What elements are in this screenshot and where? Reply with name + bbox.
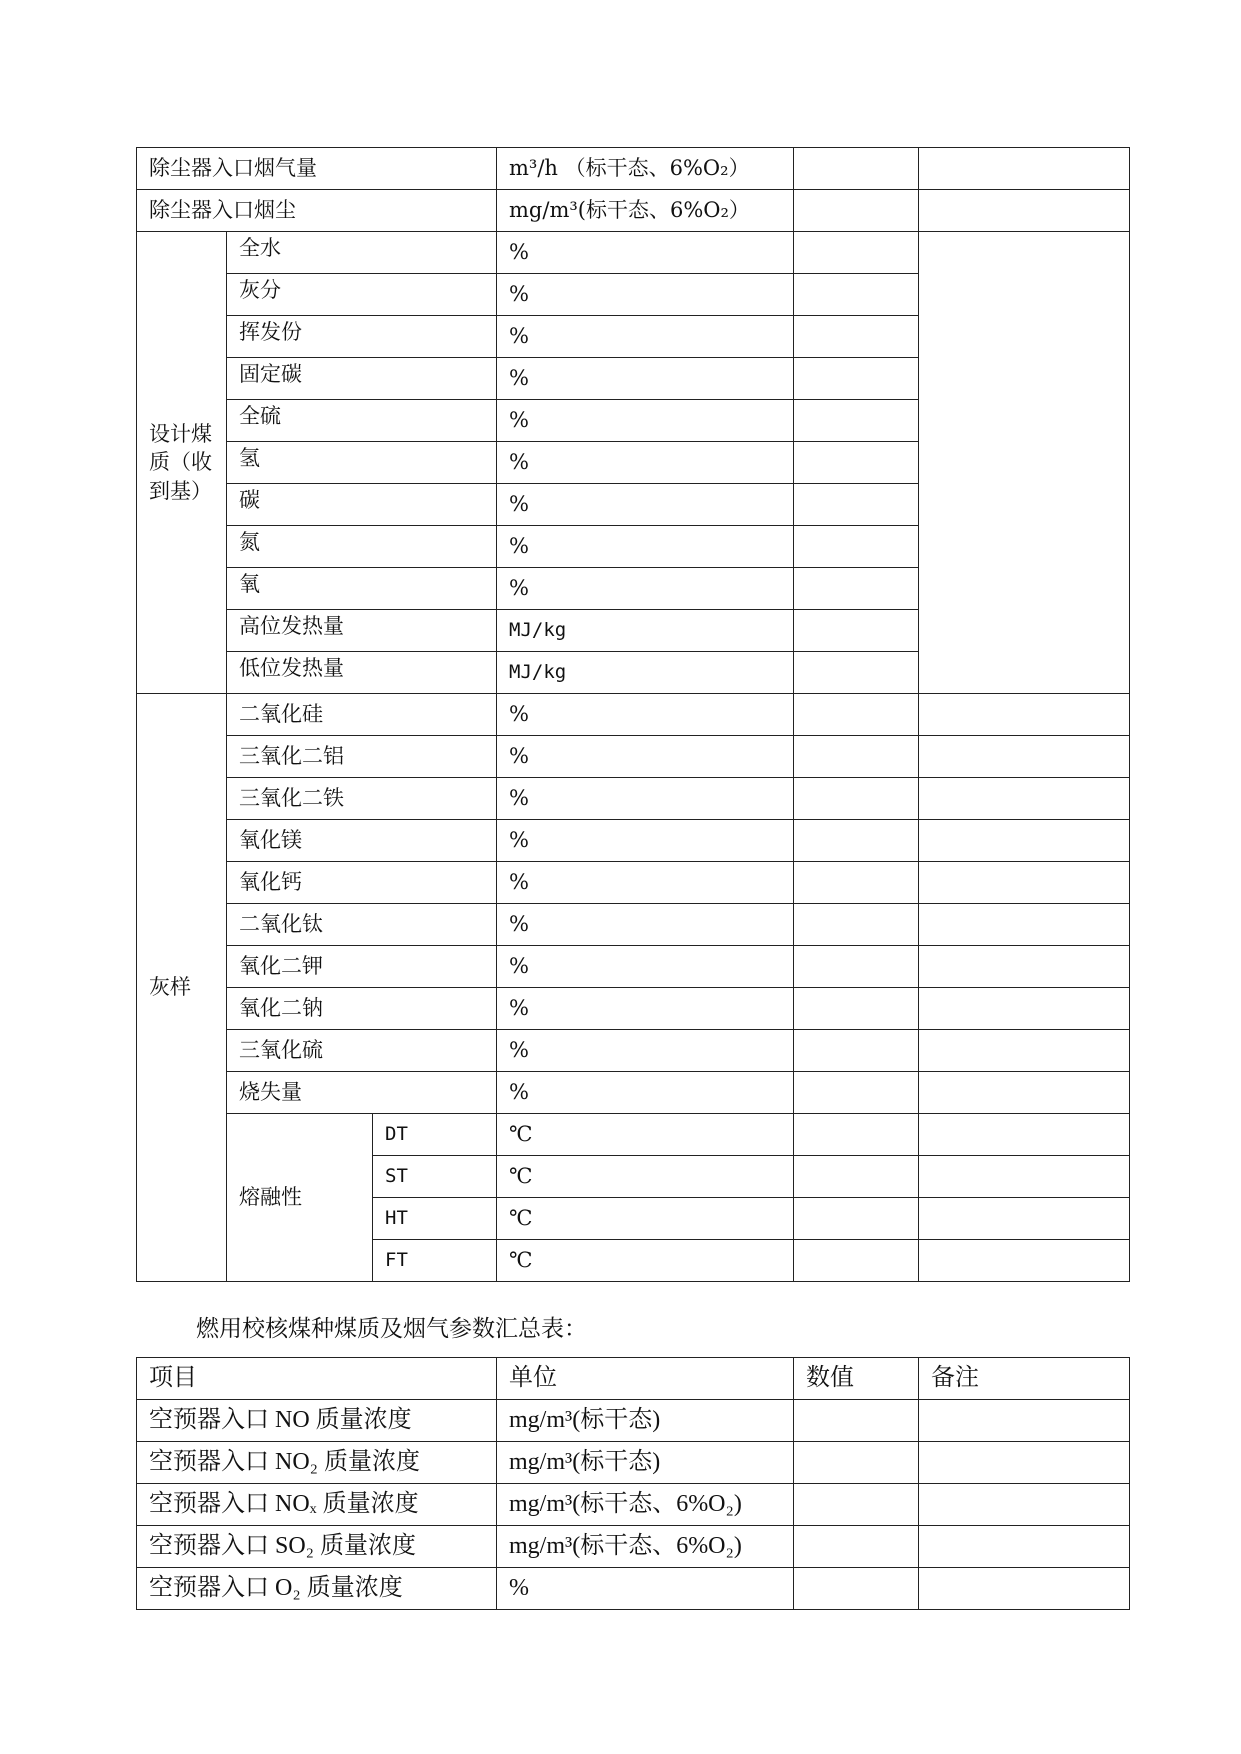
value-cell xyxy=(794,778,919,820)
value-cell xyxy=(794,148,919,190)
unit-cell: % xyxy=(497,568,794,610)
value-cell xyxy=(794,652,919,694)
group-label-ash: 灰样 xyxy=(137,694,227,1282)
unit-cell: m³/h （标干态、6%O₂） xyxy=(497,148,794,190)
table-header-row xyxy=(137,1358,1130,1400)
value-cell xyxy=(794,1030,919,1072)
unit-cell: % xyxy=(497,1030,794,1072)
remark-cell xyxy=(919,862,1130,904)
unit-cell: mg/m³(标干态) xyxy=(497,1442,794,1484)
item-cell: 二氧化钛 xyxy=(227,904,497,946)
remark-cell xyxy=(919,778,1130,820)
value-cell xyxy=(794,736,919,778)
unit-cell: mg/m³(标干态、6%O₂) xyxy=(497,1484,794,1526)
table-row xyxy=(137,736,1130,778)
value-cell xyxy=(794,274,919,316)
remark-cell xyxy=(919,820,1130,862)
value-cell xyxy=(794,1114,919,1156)
value-cell xyxy=(794,1442,919,1484)
value-cell xyxy=(794,1526,919,1568)
item-cell: 除尘器入口烟尘 xyxy=(137,190,497,232)
remark-cell xyxy=(919,946,1130,988)
unit-cell: mg/m³(标干态、6%O₂） xyxy=(497,190,794,232)
remark-cell xyxy=(919,1072,1130,1114)
unit-cell: % xyxy=(497,694,794,736)
item-cell: 烧失量 xyxy=(227,1072,497,1114)
item-cell: FT xyxy=(373,1240,497,1282)
unit-cell: ℃ xyxy=(497,1198,794,1240)
table-row xyxy=(137,1568,1130,1610)
unit-cell: % xyxy=(497,232,794,274)
group-label-design-coal: 设计煤质（收到基） xyxy=(137,232,227,694)
remark-cell xyxy=(919,1156,1130,1198)
value-cell xyxy=(794,904,919,946)
item-cell: 氧化二钾 xyxy=(227,946,497,988)
item-cell: 氮 xyxy=(227,526,497,568)
remark-cell xyxy=(919,190,1130,232)
table-row xyxy=(137,946,1130,988)
table-row xyxy=(137,778,1130,820)
item-cell: 高位发热量 xyxy=(227,610,497,652)
remark-cell xyxy=(919,694,1130,736)
table-row xyxy=(137,862,1130,904)
unit-cell: % xyxy=(497,484,794,526)
flue-gas-summary-table xyxy=(136,1357,1130,1610)
remark-cell xyxy=(919,1442,1130,1484)
item-cell: 碳 xyxy=(227,484,497,526)
value-cell xyxy=(794,190,919,232)
table-row xyxy=(137,1114,1130,1156)
table-row xyxy=(137,148,1130,190)
remark-cell xyxy=(919,1568,1130,1610)
item-cell: 氧化二钠 xyxy=(227,988,497,1030)
value-cell xyxy=(794,1156,919,1198)
value-cell xyxy=(794,820,919,862)
item-cell: 低位发热量 xyxy=(227,652,497,694)
value-cell xyxy=(794,862,919,904)
item-cell: 三氧化硫 xyxy=(227,1030,497,1072)
item-cell: 挥发份 xyxy=(227,316,497,358)
unit-cell: ℃ xyxy=(497,1240,794,1282)
header-unit: 单位 xyxy=(497,1358,794,1400)
header-value: 数值 xyxy=(794,1358,919,1400)
unit-cell: % xyxy=(497,862,794,904)
table-row xyxy=(137,1400,1130,1442)
header-remark: 备注 xyxy=(919,1358,1130,1400)
remark-cell xyxy=(919,904,1130,946)
value-cell xyxy=(794,358,919,400)
unit-cell: % xyxy=(497,1072,794,1114)
item-cell: DT xyxy=(373,1114,497,1156)
unit-cell: ℃ xyxy=(497,1156,794,1198)
item-cell: 空预器入口 O₂ 质量浓度 xyxy=(137,1568,497,1610)
value-cell xyxy=(794,442,919,484)
value-cell xyxy=(794,1484,919,1526)
table-row xyxy=(137,820,1130,862)
table-row xyxy=(137,694,1130,736)
item-cell: 空预器入口 SO₂ 质量浓度 xyxy=(137,1526,497,1568)
value-cell xyxy=(794,526,919,568)
remark-cell xyxy=(919,736,1130,778)
group-label-fusion: 熔融性 xyxy=(227,1114,373,1282)
item-cell: 除尘器入口烟气量 xyxy=(137,148,497,190)
item-cell: 三氧化二铝 xyxy=(227,736,497,778)
item-cell: ST xyxy=(373,1156,497,1198)
header-item: 项目 xyxy=(137,1358,497,1400)
value-cell xyxy=(794,610,919,652)
unit-cell: % xyxy=(497,526,794,568)
value-cell xyxy=(794,988,919,1030)
value-cell xyxy=(794,1400,919,1442)
unit-cell: % xyxy=(497,358,794,400)
item-cell: 氧化钙 xyxy=(227,862,497,904)
item-cell: 空预器入口 NO₂ 质量浓度 xyxy=(137,1442,497,1484)
table-row xyxy=(137,988,1130,1030)
table-row xyxy=(137,190,1130,232)
table-row xyxy=(137,1526,1130,1568)
unit-cell: % xyxy=(497,904,794,946)
value-cell xyxy=(794,1240,919,1282)
table-row xyxy=(137,1442,1130,1484)
unit-cell: % xyxy=(497,736,794,778)
value-cell xyxy=(794,694,919,736)
unit-cell: % xyxy=(497,442,794,484)
unit-cell: % xyxy=(497,988,794,1030)
remark-cell xyxy=(919,1114,1130,1156)
remark-cell xyxy=(919,1030,1130,1072)
remark-cell xyxy=(919,148,1130,190)
remark-cell xyxy=(919,1526,1130,1568)
value-cell xyxy=(794,316,919,358)
unit-cell: mg/m³(标干态) xyxy=(497,1400,794,1442)
table-row xyxy=(137,1030,1130,1072)
remark-cell xyxy=(919,1484,1130,1526)
unit-cell: % xyxy=(497,946,794,988)
item-cell: HT xyxy=(373,1198,497,1240)
table-row xyxy=(137,1484,1130,1526)
value-cell xyxy=(794,484,919,526)
item-cell: 三氧化二铁 xyxy=(227,778,497,820)
table-row xyxy=(137,1072,1130,1114)
item-cell: 全水 xyxy=(227,232,497,274)
remark-cell xyxy=(919,1240,1130,1282)
unit-cell: % xyxy=(497,1568,794,1610)
table-caption: 燃用校核煤种煤质及烟气参数汇总表： xyxy=(196,1316,587,1342)
unit-cell: % xyxy=(497,274,794,316)
unit-cell: % xyxy=(497,316,794,358)
value-cell xyxy=(794,946,919,988)
value-cell xyxy=(794,568,919,610)
remark-cell xyxy=(919,988,1130,1030)
unit-cell: % xyxy=(497,778,794,820)
value-cell xyxy=(794,1568,919,1610)
table-row xyxy=(137,904,1130,946)
item-cell: 氢 xyxy=(227,442,497,484)
unit-cell: ℃ xyxy=(497,1114,794,1156)
item-cell: 空预器入口 NO 质量浓度 xyxy=(137,1400,497,1442)
value-cell xyxy=(794,1198,919,1240)
unit-cell: mg/m³(标干态、6%O₂) xyxy=(497,1526,794,1568)
unit-cell: MJ/kg xyxy=(497,610,794,652)
remark-cell xyxy=(919,1198,1130,1240)
value-cell xyxy=(794,232,919,274)
item-cell: 空预器入口 NOₓ 质量浓度 xyxy=(137,1484,497,1526)
item-cell: 氧化镁 xyxy=(227,820,497,862)
value-cell xyxy=(794,400,919,442)
remark-cell xyxy=(919,232,1130,694)
item-cell: 固定碳 xyxy=(227,358,497,400)
item-cell: 灰分 xyxy=(227,274,497,316)
unit-cell: % xyxy=(497,820,794,862)
item-cell: 氧 xyxy=(227,568,497,610)
value-cell xyxy=(794,1072,919,1114)
table-row xyxy=(137,232,1130,274)
unit-cell: MJ/kg xyxy=(497,652,794,694)
remark-cell xyxy=(919,1400,1130,1442)
item-cell: 全硫 xyxy=(227,400,497,442)
unit-cell: % xyxy=(497,400,794,442)
coal-quality-table xyxy=(136,147,1130,1282)
item-cell: 二氧化硅 xyxy=(227,694,497,736)
